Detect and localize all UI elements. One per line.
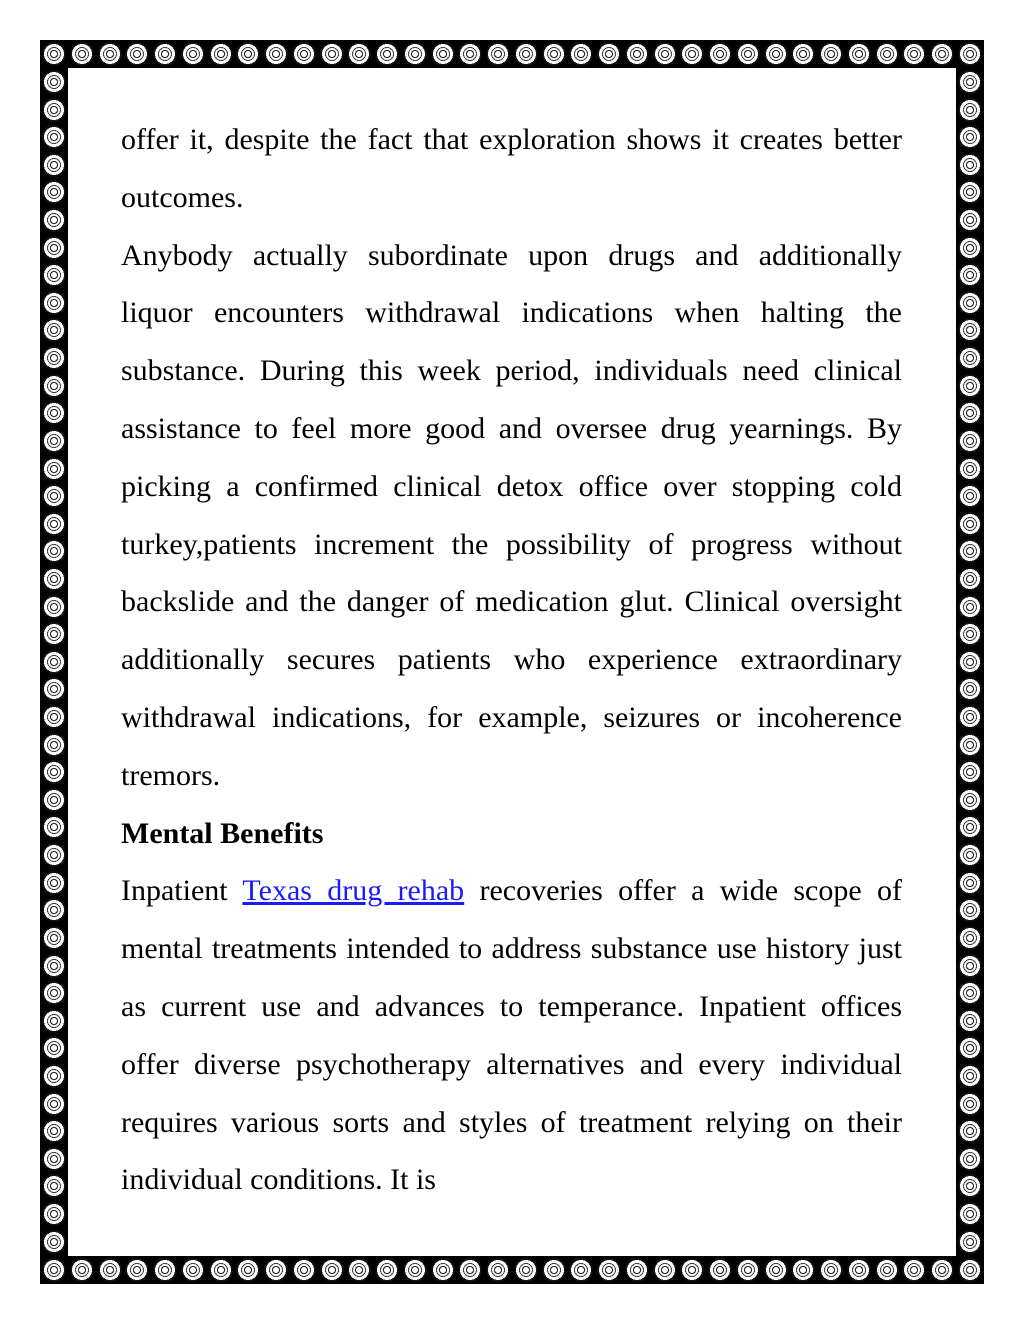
flower-ornament-icon [958,153,982,177]
flower-ornament-icon [42,650,66,674]
section-heading: Mental Benefits [121,816,324,850]
flower-ornament-icon [791,1258,815,1282]
flower-ornament-icon [958,1009,982,1033]
flower-ornament-icon [42,318,66,342]
flower-ornament-icon [264,42,288,66]
flower-ornament-icon [958,1202,982,1226]
flower-ornament-icon [320,1258,344,1282]
flower-ornament-icon [902,1258,926,1282]
flower-ornament-icon [42,153,66,177]
flower-ornament-icon [42,42,66,66]
paragraph-continuation: offer it, despite the fact that exploration shows it creates better outcomes. [121,123,902,214]
flower-ornament-icon [125,1258,149,1282]
flower-ornament-icon [597,42,621,66]
flower-ornament-icon [514,42,538,66]
flower-ornament-icon [236,1258,260,1282]
flower-ornament-icon [958,318,982,342]
flower-ornament-icon [431,1258,455,1282]
flower-ornament-icon [42,705,66,729]
flower-ornament-icon [347,1258,371,1282]
flower-ornament-icon [958,484,982,508]
flower-ornament-icon [98,1258,122,1282]
flower-ornament-icon [42,567,66,591]
flower-ornament-icon [736,1258,760,1282]
flower-ornament-icon [930,1258,954,1282]
flower-ornament-icon [958,1036,982,1060]
flower-ornament-icon [42,346,66,370]
flower-ornament-icon [42,429,66,453]
flower-ornament-icon [153,1258,177,1282]
flower-ornament-icon [958,788,982,812]
flower-ornament-icon [70,1258,94,1282]
flower-ornament-icon [902,42,926,66]
flower-ornament-icon [958,291,982,315]
paragraph-start: Inpatient [121,874,243,908]
flower-ornament-icon [958,1174,982,1198]
flower-ornament-icon [403,1258,427,1282]
flower-ornament-icon [42,926,66,950]
flower-ornament-icon [42,457,66,481]
texas-drug-rehab-link[interactable]: Texas drug rehab [242,874,465,908]
flower-ornament-icon [181,42,205,66]
flower-ornament-icon [42,1202,66,1226]
flower-ornament-icon [542,42,566,66]
flower-ornament-icon [209,42,233,66]
flower-ornament-icon [375,42,399,66]
flower-ornament-icon [431,42,455,66]
flower-ornament-icon [42,1174,66,1198]
flower-ornament-icon [875,42,899,66]
flower-ornament-icon [958,1119,982,1143]
flower-ornament-icon [958,677,982,701]
flower-ornament-icon [98,42,122,66]
flower-ornament-icon [958,1064,982,1088]
flower-ornament-icon [958,401,982,425]
flower-ornament-icon [42,374,66,398]
flower-ornament-icon [958,346,982,370]
flower-ornament-icon [347,42,371,66]
flower-ornament-icon [958,512,982,536]
flower-ornament-icon [42,733,66,757]
paragraph-rest: recoveries offer a wide scope of mental treatments intended to address substance use history just as current use and advances to temperance. Inpatient offices offer diverse psychotherapy alternatives and every individual requires various sorts and styles of treatment relying on their individual conditions. It is [121,874,902,1197]
flower-ornament-icon [958,622,982,646]
document-body [121,111,902,1209]
flower-ornament-icon [42,760,66,784]
flower-ornament-icon [542,1258,566,1282]
flower-ornament-icon [125,42,149,66]
flower-ornament-icon [958,457,982,481]
flower-ornament-icon [764,1258,788,1282]
flower-ornament-icon [292,1258,316,1282]
flower-ornament-icon [42,263,66,287]
border-top [40,40,984,68]
flower-ornament-icon [958,567,982,591]
flower-ornament-icon [42,843,66,867]
flower-ornament-icon [458,42,482,66]
flower-ornament-icon [42,539,66,563]
border-bottom [40,1256,984,1284]
flower-ornament-icon [209,1258,233,1282]
border-right [956,68,984,1256]
flower-ornament-icon [292,42,316,66]
flower-ornament-icon [597,1258,621,1282]
flower-ornament-icon [569,1258,593,1282]
flower-ornament-icon [958,843,982,867]
flower-ornament-icon [42,125,66,149]
flower-ornament-icon [514,1258,538,1282]
flower-ornament-icon [42,1147,66,1171]
flower-ornament-icon [42,98,66,122]
flower-ornament-icon [264,1258,288,1282]
flower-ornament-icon [486,1258,510,1282]
flower-ornament-icon [42,595,66,619]
flower-ornament-icon [320,42,344,66]
flower-ornament-icon [958,42,982,66]
flower-ornament-icon [458,1258,482,1282]
flower-ornament-icon [958,429,982,453]
flower-ornament-icon [958,815,982,839]
flower-ornament-icon [42,1009,66,1033]
flower-ornament-icon [958,208,982,232]
flower-ornament-icon [708,1258,732,1282]
paragraph-withdrawal: Anybody actually subordinate upon drugs and additionally liquor encounters withdrawal indications when halting the substance. During this week period, individuals need clinical assistance to feel more good and oversee drug yearnings. By picking a confirmed clinical detox office over stopping cold turkey,patients increment the possibility of progress without backslide and the danger of medication glut. Clinical oversight additionally secures patients who experience extraordinary withdrawal indications, for example, seizures or incoherence tremors. [121,238,902,792]
flower-ornament-icon [625,1258,649,1282]
flower-ornament-icon [42,981,66,1005]
flower-ornament-icon [958,1230,982,1254]
flower-ornament-icon [42,1230,66,1254]
flower-ornament-icon [958,236,982,260]
flower-ornament-icon [958,733,982,757]
flower-ornament-icon [958,98,982,122]
flower-ornament-icon [958,263,982,287]
flower-ornament-icon [42,208,66,232]
paragraph-mental-benefits [121,862,902,1209]
flower-ornament-icon [958,1147,982,1171]
flower-ornament-icon [42,871,66,895]
flower-ornament-icon [958,760,982,784]
flower-ornament-icon [791,42,815,66]
flower-ornament-icon [958,926,982,950]
flower-ornament-icon [653,1258,677,1282]
flower-ornament-icon [847,42,871,66]
flower-ornament-icon [42,180,66,204]
flower-ornament-icon [958,125,982,149]
flower-ornament-icon [958,1258,982,1282]
flower-ornament-icon [42,788,66,812]
flower-ornament-icon [958,539,982,563]
flower-ornament-icon [930,42,954,66]
flower-ornament-icon [153,42,177,66]
flower-ornament-icon [42,1064,66,1088]
flower-ornament-icon [819,42,843,66]
flower-ornament-icon [42,898,66,922]
flower-ornament-icon [708,42,732,66]
flower-ornament-icon [42,954,66,978]
flower-ornament-icon [958,705,982,729]
flower-ornament-icon [42,1258,66,1282]
flower-ornament-icon [42,70,66,94]
flower-ornament-icon [42,1036,66,1060]
flower-ornament-icon [958,595,982,619]
flower-ornament-icon [42,677,66,701]
flower-ornament-icon [958,981,982,1005]
flower-ornament-icon [569,42,593,66]
flower-ornament-icon [42,401,66,425]
flower-ornament-icon [680,42,704,66]
flower-ornament-icon [625,42,649,66]
flower-ornament-icon [875,1258,899,1282]
flower-ornament-icon [42,291,66,315]
flower-ornament-icon [653,42,677,66]
flower-ornament-icon [42,622,66,646]
flower-ornament-icon [42,236,66,260]
flower-ornament-icon [958,650,982,674]
flower-ornament-icon [958,70,982,94]
flower-ornament-icon [958,871,982,895]
flower-ornament-icon [958,180,982,204]
flower-ornament-icon [736,42,760,66]
flower-ornament-icon [42,1119,66,1143]
flower-ornament-icon [764,42,788,66]
border-left [40,68,68,1256]
flower-ornament-icon [958,954,982,978]
flower-ornament-icon [236,42,260,66]
flower-ornament-icon [680,1258,704,1282]
flower-ornament-icon [958,1092,982,1116]
flower-ornament-icon [819,1258,843,1282]
flower-ornament-icon [958,898,982,922]
flower-ornament-icon [486,42,510,66]
flower-ornament-icon [42,512,66,536]
flower-ornament-icon [42,484,66,508]
flower-ornament-icon [847,1258,871,1282]
flower-ornament-icon [42,815,66,839]
flower-ornament-icon [42,1092,66,1116]
flower-ornament-icon [958,374,982,398]
flower-ornament-icon [70,42,94,66]
flower-ornament-icon [181,1258,205,1282]
flower-ornament-icon [403,42,427,66]
flower-ornament-icon [375,1258,399,1282]
